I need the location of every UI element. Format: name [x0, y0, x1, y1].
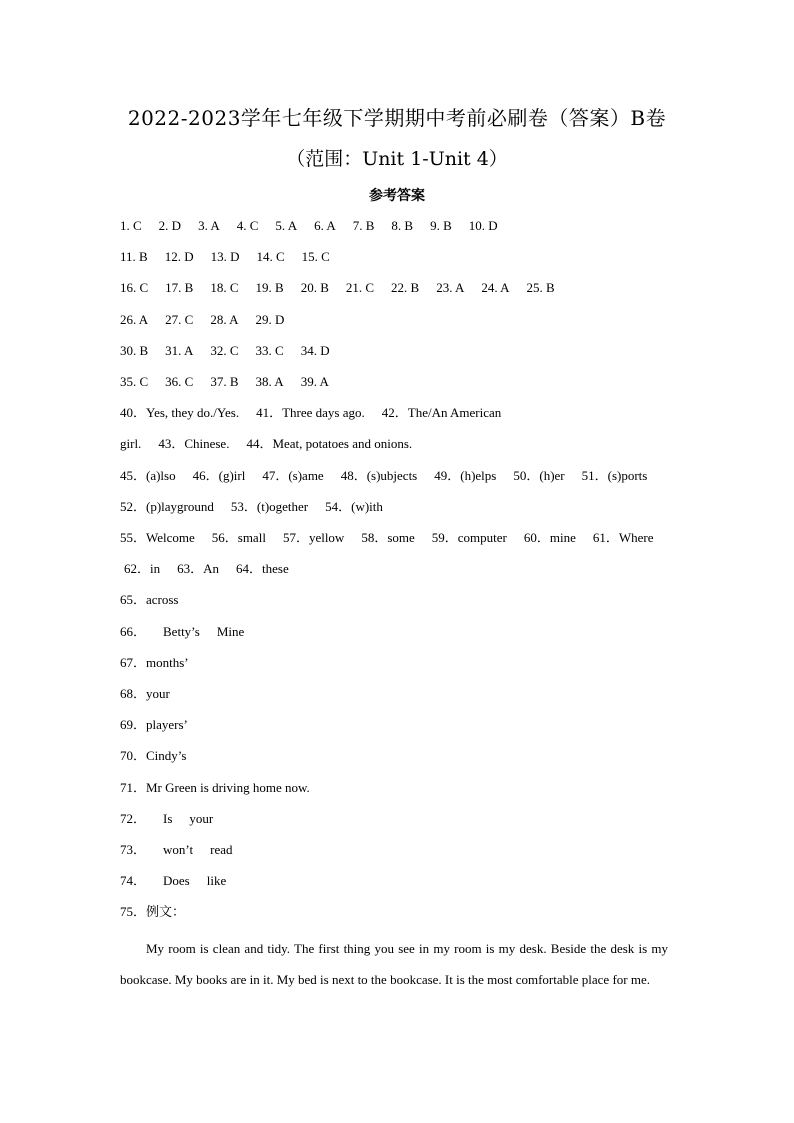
answer-item: 64．these: [236, 561, 289, 576]
answer-item: 34. D: [300, 343, 330, 358]
answer-item: 51．(s)ports: [581, 468, 648, 483]
answer-line-6: [120, 372, 329, 392]
answer-item: 11. B: [120, 249, 148, 264]
answer-item: 75．例文：: [120, 904, 186, 919]
answer-item: Betty’s: [163, 624, 200, 639]
answer-line-12: [124, 559, 289, 579]
answer-item: 69．players’: [120, 717, 188, 732]
answer-item: 50．(h)er: [513, 468, 565, 483]
answer-item: 59．computer: [431, 530, 507, 545]
answer-item: 61．Where: [592, 530, 654, 545]
answer-item: 18. C: [210, 280, 239, 295]
answer-item: 13. D: [210, 249, 240, 264]
answer-item: 30. B: [120, 343, 149, 358]
answer-item: 3. A: [198, 218, 220, 233]
answer-item: 47．(s)ame: [262, 468, 324, 483]
answer-item: 40．Yes, they do./Yes.: [120, 405, 240, 420]
answer-line-9: [120, 466, 647, 486]
answer-item: 17. B: [165, 280, 194, 295]
answer-item: 4. C: [236, 218, 259, 233]
answer-item: 71．Mr Green is driving home now.: [120, 780, 310, 795]
answer-line-11: [120, 528, 654, 548]
answer-item: 28. A: [210, 312, 239, 327]
answer-item: 60．mine: [523, 530, 576, 545]
answer-item: 70．Cindy’s: [120, 748, 187, 763]
answer-item: 29. D: [255, 312, 285, 327]
answer-item: 68．your: [120, 686, 170, 701]
answer-item: 16. C: [120, 280, 149, 295]
answer-item: 32. C: [210, 343, 239, 358]
answer-line-8: [120, 434, 412, 454]
answer-item: 8. B: [391, 218, 414, 233]
answer-line-18: [120, 746, 186, 766]
answer-item: 6. A: [314, 218, 336, 233]
answer-item: 26. A: [120, 312, 149, 327]
answer-item: 48．(s)ubjects: [340, 468, 418, 483]
answer-item: 23. A: [436, 280, 465, 295]
answer-item: 63．An: [177, 561, 220, 576]
answer-item: Is: [163, 811, 173, 826]
answer-item: 35. C: [120, 374, 149, 389]
answer-item: 41．Three days ago.: [256, 405, 365, 420]
answer-line-22: [120, 871, 226, 891]
answer-item: Mine: [216, 624, 245, 639]
answer-item: 15. C: [301, 249, 330, 264]
answer-item: 36. C: [165, 374, 194, 389]
answer-line-17: [120, 715, 188, 735]
answer-item: 49．(h)elps: [434, 468, 497, 483]
answer-item: 55．Welcome: [120, 530, 195, 545]
answer-line-14: [120, 622, 244, 642]
answer-item: 57．yellow: [282, 530, 345, 545]
answer-item: 53．(t)ogether: [230, 499, 309, 514]
answer-item: 7. B: [352, 218, 375, 233]
answer-line-21: [120, 840, 233, 860]
answer-item: 43．Chinese.: [158, 436, 230, 451]
answer-item: 72．: [120, 811, 147, 826]
answer-item: like: [206, 873, 227, 888]
answer-line-13: [120, 590, 179, 610]
answer-item: 62．in: [124, 561, 161, 576]
answer-item: 54．(w)ith: [325, 499, 383, 514]
document-title: 2022-2023学年七年级下学期期中考前必刷卷（答案）B卷: [127, 106, 667, 130]
answer-item: Does: [163, 873, 190, 888]
answer-item: 38. A: [255, 374, 284, 389]
answer-line-20: [120, 809, 213, 829]
answer-item: 24. A: [481, 280, 510, 295]
answer-item: 12. D: [164, 249, 194, 264]
answer-item: 14. C: [256, 249, 285, 264]
answer-item: 5. A: [275, 218, 298, 233]
answer-item: 66．: [120, 624, 147, 639]
answer-item: 9. B: [430, 218, 452, 233]
answer-item: 52．(p)layground: [120, 499, 214, 514]
answer-line-3: [120, 278, 555, 298]
answer-item: won’t: [163, 842, 194, 857]
answer-line-15: [120, 653, 189, 673]
essay-paragraph: My room is clean and tidy. The first thing you see in my room is my desk. Beside the desk is my bookcase. My books are in it. My bed is next to the bookcase. It is the most comfortable place for me.: [120, 941, 668, 987]
answer-item: 31. A: [165, 343, 194, 358]
answer-item: 56．small: [211, 530, 266, 545]
answer-item: 21. C: [345, 280, 375, 295]
answer-item: 74．: [120, 873, 147, 888]
answer-line-2: [120, 247, 330, 267]
document-subtitle: （范围：Unit 1-Unit 4）: [286, 148, 508, 170]
answer-item: your: [189, 811, 214, 826]
answer-item: 45．(a)lso: [120, 468, 176, 483]
answer-item: 10. D: [468, 218, 498, 233]
answer-item: girl.: [120, 436, 142, 451]
answer-item: 58．some: [361, 530, 415, 545]
answer-line-1: [120, 216, 498, 236]
answer-item: 27. C: [165, 312, 194, 327]
answer-line-16: [120, 684, 170, 704]
answer-line-4: [120, 310, 284, 330]
answer-item: 42．The/An American: [381, 405, 502, 420]
answer-item: 73．: [120, 842, 147, 857]
answer-item: 39. A: [300, 374, 329, 389]
answer-item: 25. B: [526, 280, 555, 295]
answer-item: 33. C: [255, 343, 284, 358]
answer-line-19: [120, 778, 310, 798]
answer-item: read: [210, 842, 233, 857]
answer-item: 65．across: [120, 592, 179, 607]
answer-item: 22. B: [391, 280, 420, 295]
answer-line-10: [120, 497, 383, 517]
answer-item: 67．months’: [120, 655, 189, 670]
answer-item: 44．Meat, potatoes and onions.: [246, 436, 413, 451]
answer-line-7: [120, 403, 501, 423]
answer-item: 19. B: [255, 280, 284, 295]
answer-item: 37. B: [210, 374, 239, 389]
answer-key-heading: 参考答案: [369, 188, 425, 204]
answer-line-5: [120, 341, 330, 361]
answer-item: 46．(g)irl: [192, 468, 246, 483]
answer-item: 2. D: [158, 218, 182, 233]
answer-item: 20. B: [300, 280, 329, 295]
answer-item: 1. C: [120, 218, 142, 233]
answer-line-23: [120, 902, 185, 922]
